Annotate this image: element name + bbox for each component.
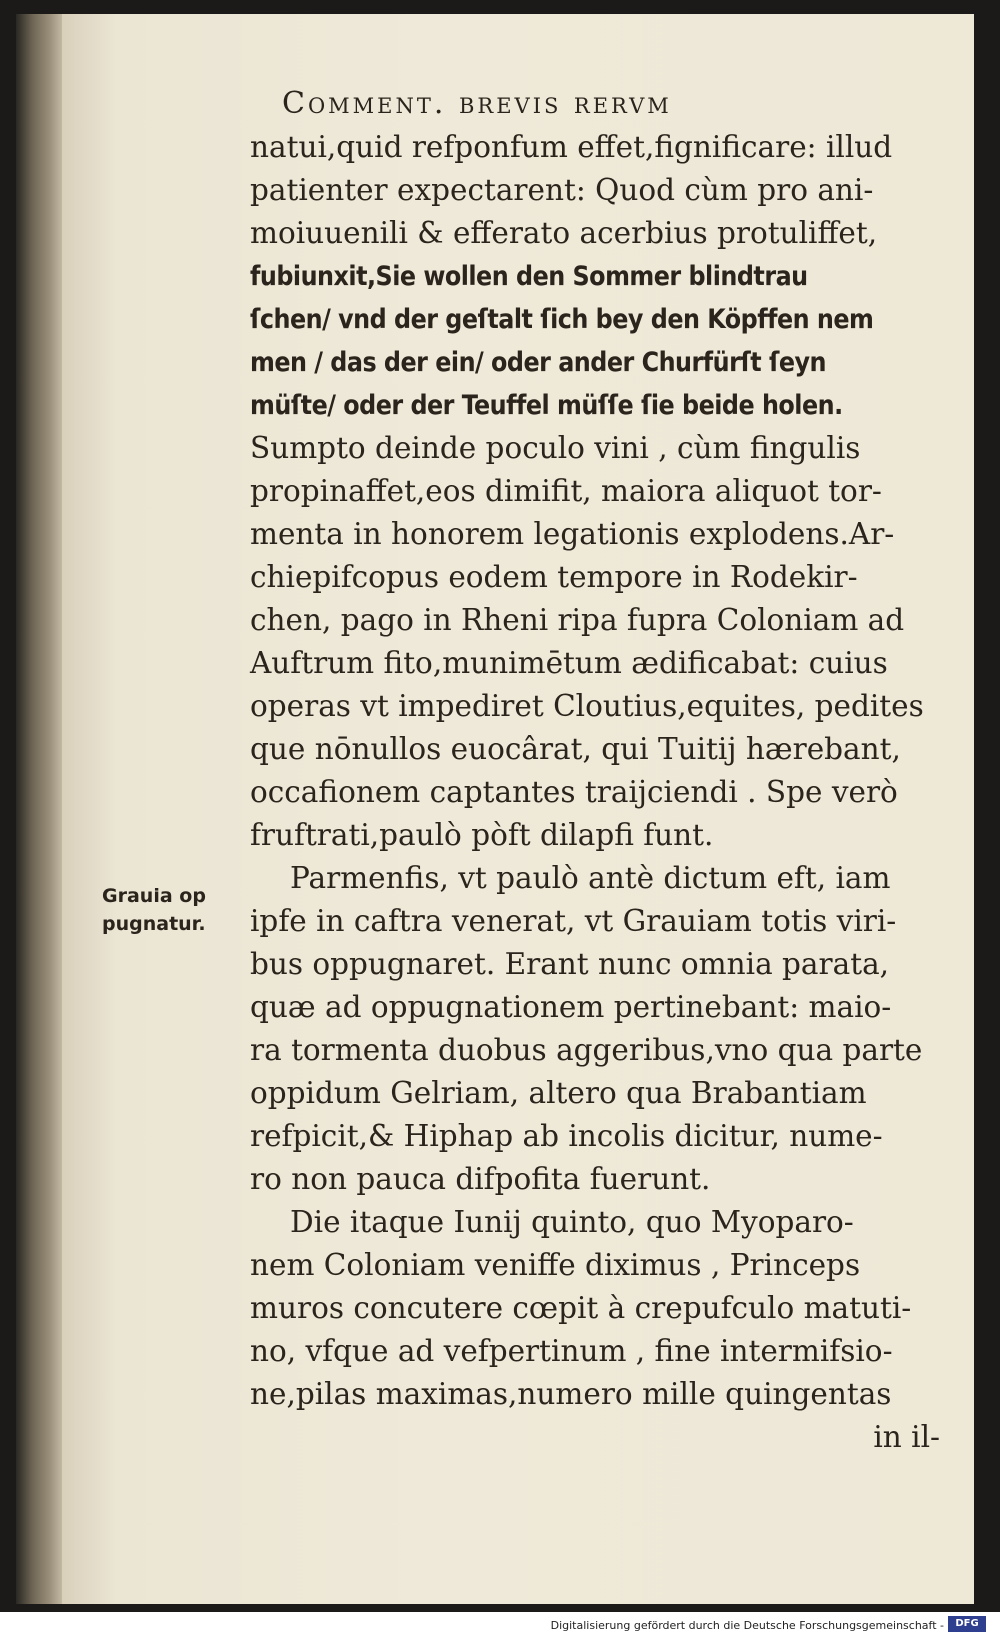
text-line: moiuuenili & efferato acerbius protuliffet, — [250, 216, 878, 250]
text-line: Parmenfis, vt paulò antè dictum eft, iam — [290, 861, 891, 895]
text-line: no, vfque ad vefpertinum , fine intermifsio- — [250, 1334, 893, 1368]
text-line-fraktur: fubiunxit,Sie wollen den Sommer blindtrau — [250, 261, 808, 292]
text-line: ne,pilas maximas,numero mille quingentas — [250, 1377, 892, 1411]
text-line: Die itaque Iunij quinto, quo Myoparo- — [290, 1205, 854, 1239]
text-line: nem Coloniam veniffe diximus , Princeps — [250, 1248, 861, 1282]
body-text — [250, 126, 940, 1459]
text-line: oppidum Gelriam, altero qua Brabantiam — [250, 1076, 867, 1110]
running-head: Comment. brevis rervm — [282, 86, 672, 121]
text-line: ro non pauca difpofita fuerunt. — [250, 1162, 711, 1196]
catchword-line: in il- — [873, 1420, 940, 1454]
text-line: propinaffet,eos dimifit, maiora aliquot tor- — [250, 474, 882, 508]
text-line: Auftrum fito,munimētum ædificabat: cuius — [250, 646, 888, 680]
text-line: bus oppugnaret. Erant nunc omnia parata, — [250, 947, 890, 981]
text-line: operas vt impediret Cloutius,equites, pedites — [250, 689, 924, 723]
text-line: patienter expectarent: Quod cùm pro ani- — [250, 173, 874, 207]
margin-note-line: pugnatur. — [102, 913, 206, 935]
text-line: refpicit,& Hiphap ab incolis dicitur, nume- — [250, 1119, 883, 1153]
text-line: menta in honorem legationis explodens.Ar- — [250, 517, 895, 551]
book-binding — [16, 14, 64, 1604]
text-line: chiepifcopus eodem tempore in Rodekir- — [250, 560, 858, 594]
text-line: ra tormenta duobus aggeribus,vno qua parte — [250, 1033, 923, 1067]
dfg-logo-badge: DFG — [948, 1616, 986, 1632]
text-line: occafionem captantes traijciendi . Spe verò — [250, 775, 898, 809]
footer-credit: Digitalisierung gefördert durch die Deutsche Forschungsgemeinschaft - — [550, 1619, 944, 1632]
text-line: ipfe in caftra venerat, vt Grauiam totis viri- — [250, 904, 897, 938]
text-line: chen, pago in Rheni ripa fupra Coloniam ad — [250, 603, 905, 637]
text-line-fraktur: ſchen/ vnd der geſtalt ſich bey den Köpffen nem — [250, 304, 874, 335]
text-line: que nōnullos euocârat, qui Tuitij hærebant, — [250, 732, 901, 766]
text-line: muros concutere cœpit à crepufculo matuti- — [250, 1291, 912, 1325]
margin-note-line: Grauia op — [102, 885, 206, 907]
margin-note — [102, 882, 242, 938]
text-line: fruftrati,paulò pòft dilapfi funt. — [250, 818, 714, 852]
text-line-fraktur: men / das der ein/ oder ander Churfürſt ſeyn — [250, 347, 827, 378]
text-line-fraktur: müſte/ oder der Teuffel müſſe ſie beide holen. — [250, 390, 843, 421]
text-line: natui,quid refponfum effet,fignificare: illud — [250, 130, 893, 164]
text-line: Sumpto deinde poculo vini , cùm fingulis — [250, 431, 861, 465]
text-line: quæ ad oppugnationem pertinebant: maio- — [250, 990, 892, 1024]
